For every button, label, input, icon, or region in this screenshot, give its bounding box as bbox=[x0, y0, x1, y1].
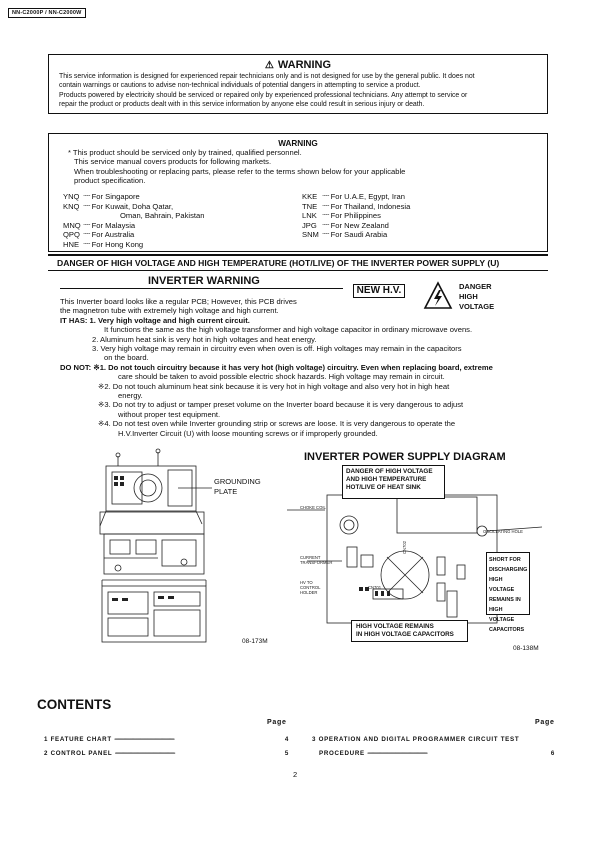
market-code: HNE bbox=[63, 239, 80, 249]
toc-number: 2 bbox=[44, 750, 49, 757]
market-code-row bbox=[302, 202, 410, 212]
market-code-row bbox=[302, 192, 410, 202]
page-number: 2 bbox=[293, 770, 298, 779]
toc-number: 3 bbox=[312, 736, 317, 743]
market-code: JPG bbox=[302, 220, 317, 230]
inverter-line: on the board. bbox=[104, 353, 149, 363]
callout-line: DANGER OF HIGH VOLTAGE bbox=[346, 468, 433, 475]
product-warning-line: product specification. bbox=[74, 176, 146, 186]
callout-line: HIGH VOLTAGE bbox=[489, 577, 515, 593]
toc-title: OPERATION AND DIGITAL PROGRAMMER CIRCUIT TEST bbox=[318, 736, 520, 743]
toc-item-operation-test[interactable] bbox=[312, 736, 519, 743]
leader-dots: ·········· bbox=[322, 231, 329, 238]
inverter-line: the magnetron tube with extremely high voltage and high current. bbox=[60, 306, 279, 316]
product-warning-line: This service manual covers products for following markets. bbox=[74, 157, 272, 167]
leader-dots: ·········· bbox=[322, 212, 329, 219]
toc-item-operation-test-cont[interactable] bbox=[319, 750, 555, 757]
grounding-line: PLATE bbox=[214, 486, 238, 496]
toc-title: FEATURE CHART bbox=[50, 736, 112, 743]
market-code-row bbox=[63, 230, 204, 240]
toc-number: 1 bbox=[44, 736, 49, 743]
service-warning-line: repair the product or products dealt with in this service information by anyone else could result in serious injury or death. bbox=[59, 100, 425, 108]
divider-bar bbox=[48, 254, 548, 256]
leader-dots: ·········· bbox=[83, 193, 90, 199]
callout-line: HIGH VOLTAGE REMAINS bbox=[356, 623, 434, 630]
market-code: TNE bbox=[302, 201, 318, 211]
leader-dots: ·········· bbox=[322, 221, 329, 228]
danger-line: HIGH bbox=[459, 292, 478, 301]
leader-dots: ·········· bbox=[83, 231, 90, 238]
product-warning-line: * This product should be serviced only by trained, qualified personnel. bbox=[68, 148, 302, 157]
inverter-line: It functions the same as the high voltage transformer and high voltage capacitor in ordinary microwave ovens. bbox=[104, 325, 473, 335]
market-code-row bbox=[302, 230, 410, 240]
oscillating-hole-label: OSCILLATING HOLE bbox=[483, 529, 523, 534]
callout-line: AND HIGH TEMPERATURE bbox=[346, 476, 427, 483]
toc-page: 6 bbox=[550, 750, 555, 757]
hv-line: HV TO bbox=[300, 580, 313, 585]
callout-line: IN HIGH VOLTAGE CAPACITORS bbox=[356, 631, 454, 638]
market-code: YNQ bbox=[63, 192, 80, 201]
toc-item-control-panel[interactable] bbox=[44, 750, 289, 757]
market-desc: For U.A.E, Egypt, Iran bbox=[330, 192, 405, 201]
market-desc: For Saudi Arabia bbox=[330, 230, 388, 240]
callout-line: HOT/LIVE OF HEAT SINK bbox=[346, 484, 421, 491]
danger-line: VOLTAGE bbox=[459, 302, 495, 311]
market-code-row bbox=[63, 240, 204, 250]
danger-line: DANGER bbox=[459, 282, 492, 291]
service-warning-body bbox=[59, 72, 538, 109]
market-codes-right bbox=[302, 192, 410, 240]
market-code-row bbox=[302, 221, 410, 231]
capacitor-voltage-callout bbox=[351, 620, 468, 642]
choke-coil-label: CHOKE COIL bbox=[300, 505, 326, 510]
right-figure-code: 08-138M bbox=[513, 645, 539, 652]
toc-title: PROCEDURE bbox=[319, 750, 365, 757]
cn702-label: CN702 bbox=[402, 540, 408, 555]
market-code: KKE bbox=[302, 192, 318, 201]
market-code: SNM bbox=[302, 230, 319, 240]
leader-dots: ·········· bbox=[83, 202, 90, 209]
left-figure-code: 08-173M bbox=[242, 638, 268, 645]
new-hv-badge: NEW H.V. bbox=[353, 284, 405, 298]
inverter-line: ※2. Do not touch aluminum heat sink because it is very hot in high voltage and also very hot in high heat bbox=[98, 381, 450, 391]
toc-leader: --------------------------------------------------------------------- bbox=[114, 750, 175, 757]
service-warning-line: This service information is designed for experienced repair technicians only and is not designed for use by the general public. It does not bbox=[59, 73, 475, 80]
page-column-label: Page bbox=[267, 719, 287, 726]
grounding-line: GROUNDING bbox=[214, 477, 261, 486]
callout-line: CAPACITORS bbox=[489, 627, 525, 633]
market-desc: For Kuwait, Doha Qatar, bbox=[91, 201, 174, 211]
market-desc: For Malaysia bbox=[91, 220, 136, 230]
market-desc: For Thailand, Indonesia bbox=[330, 201, 411, 211]
market-code-row bbox=[63, 192, 204, 202]
hv-line: CONTROL bbox=[300, 585, 321, 590]
market-desc: For Philippines bbox=[330, 211, 381, 221]
ct-line: TRANSFORMER bbox=[300, 560, 333, 565]
service-warning-title: WARNING bbox=[277, 59, 332, 71]
inverter-line: energy. bbox=[118, 391, 143, 401]
contents-heading: CONTENTS bbox=[37, 697, 112, 712]
inverter-line-it-has: IT HAS: 1. Very high voltage and high current circuit. bbox=[60, 315, 250, 325]
ct-line: CURRENT bbox=[300, 555, 321, 560]
inverter-warning-body bbox=[60, 297, 530, 438]
leader-dots: ·········· bbox=[83, 221, 90, 228]
leader-dots: ·········· bbox=[83, 240, 90, 247]
current-transformer-label bbox=[300, 555, 332, 565]
leader-dots: ·········· bbox=[322, 202, 329, 209]
service-warning-title-row bbox=[49, 59, 547, 71]
inverter-line: 2. Aluminum heat sink is very hot in high voltages and heat energy. bbox=[92, 334, 317, 344]
page-column-label: Page bbox=[535, 719, 555, 726]
inverter-line-do-not: DO NOT: ※1. Do not touch circuitry because it has very hot (high voltage) circuitry. Even when replacing board, extreme bbox=[60, 362, 493, 372]
service-warning-box bbox=[48, 54, 548, 114]
diagram-title: INVERTER POWER SUPPLY DIAGRAM bbox=[304, 451, 506, 463]
inverter-line: H.V.Inverter Circuit (U) with loose mounting screws or if improperly grounded. bbox=[118, 428, 378, 438]
market-code: LNK bbox=[302, 211, 317, 221]
leader-dots: ·········· bbox=[322, 193, 329, 199]
market-desc: For Australia bbox=[91, 230, 135, 240]
inverter-line: 3. Very high voltage may remain in circuitry even when oven is off. High voltages may remain in the capacitors bbox=[92, 344, 462, 354]
product-warning-box bbox=[48, 133, 548, 252]
inverter-line: care should be taken to avoid possible electric shock hazards. High voltage may remain in circuit. bbox=[118, 372, 445, 382]
warning-triangle-icon: ⚠ bbox=[264, 60, 274, 71]
toc-leader: --------------------------------------------------------------------- bbox=[114, 736, 174, 743]
inverter-line: ※3. Do not try to adjust or tamper preset volume on the Inverter board because it is very dangerous to adjust bbox=[98, 400, 464, 410]
toc-item-feature-chart[interactable] bbox=[44, 736, 289, 743]
service-warning-line: contain warnings or cautions to advise non-technical individuals of potential dangers in attempting to service a product. bbox=[59, 82, 421, 90]
product-warning-line: When troubleshooting or replacing parts, please refer to the terms shown below for your applicable bbox=[74, 166, 406, 176]
model-tag: NN-C2000P / NN-C2000W bbox=[8, 8, 86, 18]
market-code: MNQ bbox=[63, 220, 81, 230]
service-warning-line: Products powered by electricity should be serviced or repaired only by experienced professional technicians. Any attempt to service or bbox=[59, 91, 468, 99]
hv-control-label bbox=[300, 580, 320, 595]
product-warning-title: WARNING bbox=[278, 139, 318, 148]
callout-line: SHORT FOR bbox=[489, 557, 521, 563]
market-code: KNQ bbox=[63, 201, 80, 211]
toc-page: 4 bbox=[284, 736, 289, 743]
chassis-drawing bbox=[98, 446, 278, 646]
hv-line: HOLDER bbox=[300, 590, 318, 595]
toc-title: CONTROL PANEL bbox=[50, 750, 113, 757]
toc-leader: --------------------------------------------------------------------- bbox=[367, 750, 427, 757]
danger-heading: DANGER OF HIGH VOLTAGE AND HIGH TEMPERATURE (HOT/LIVE) OF THE INVERTER POWER SUPPLY (U) bbox=[57, 258, 500, 268]
inverter-line: This Inverter board looks like a regular PCB; However, this PCB drives bbox=[60, 297, 297, 306]
inverter-line: without proper test equipment. bbox=[118, 409, 221, 419]
market-codes-left bbox=[63, 192, 204, 250]
inverter-warning-title: INVERTER WARNING bbox=[148, 275, 260, 287]
market-code-row bbox=[63, 221, 204, 231]
market-desc: For Hong Kong bbox=[91, 239, 144, 249]
divider-line bbox=[48, 270, 548, 271]
toc-page: 5 bbox=[284, 750, 289, 757]
market-desc: For New Zealand bbox=[330, 220, 389, 230]
market-code: QPQ bbox=[63, 230, 80, 240]
cn701-label: CN701 bbox=[368, 585, 382, 590]
callout-line: HIGH VOLTAGE bbox=[489, 607, 515, 623]
divider-line bbox=[60, 288, 343, 289]
market-code-row bbox=[63, 202, 204, 212]
callout-line: REMAINS IN bbox=[489, 597, 521, 603]
market-desc: For Singapore bbox=[91, 192, 140, 201]
callout-line: DISCHARGING bbox=[489, 567, 528, 573]
market-code-row bbox=[302, 211, 410, 221]
market-desc: Oman, Bahrain, Pakistan bbox=[120, 211, 205, 221]
heat-sink-danger-callout bbox=[342, 465, 445, 499]
grounding-plate-label bbox=[214, 477, 261, 496]
inverter-line: ※4. Do not test oven while Inverter grounding strip or screws are loose. It is very dangerous to operate the bbox=[98, 419, 456, 429]
market-code-row bbox=[63, 211, 204, 221]
discharge-short-callout bbox=[486, 552, 530, 633]
